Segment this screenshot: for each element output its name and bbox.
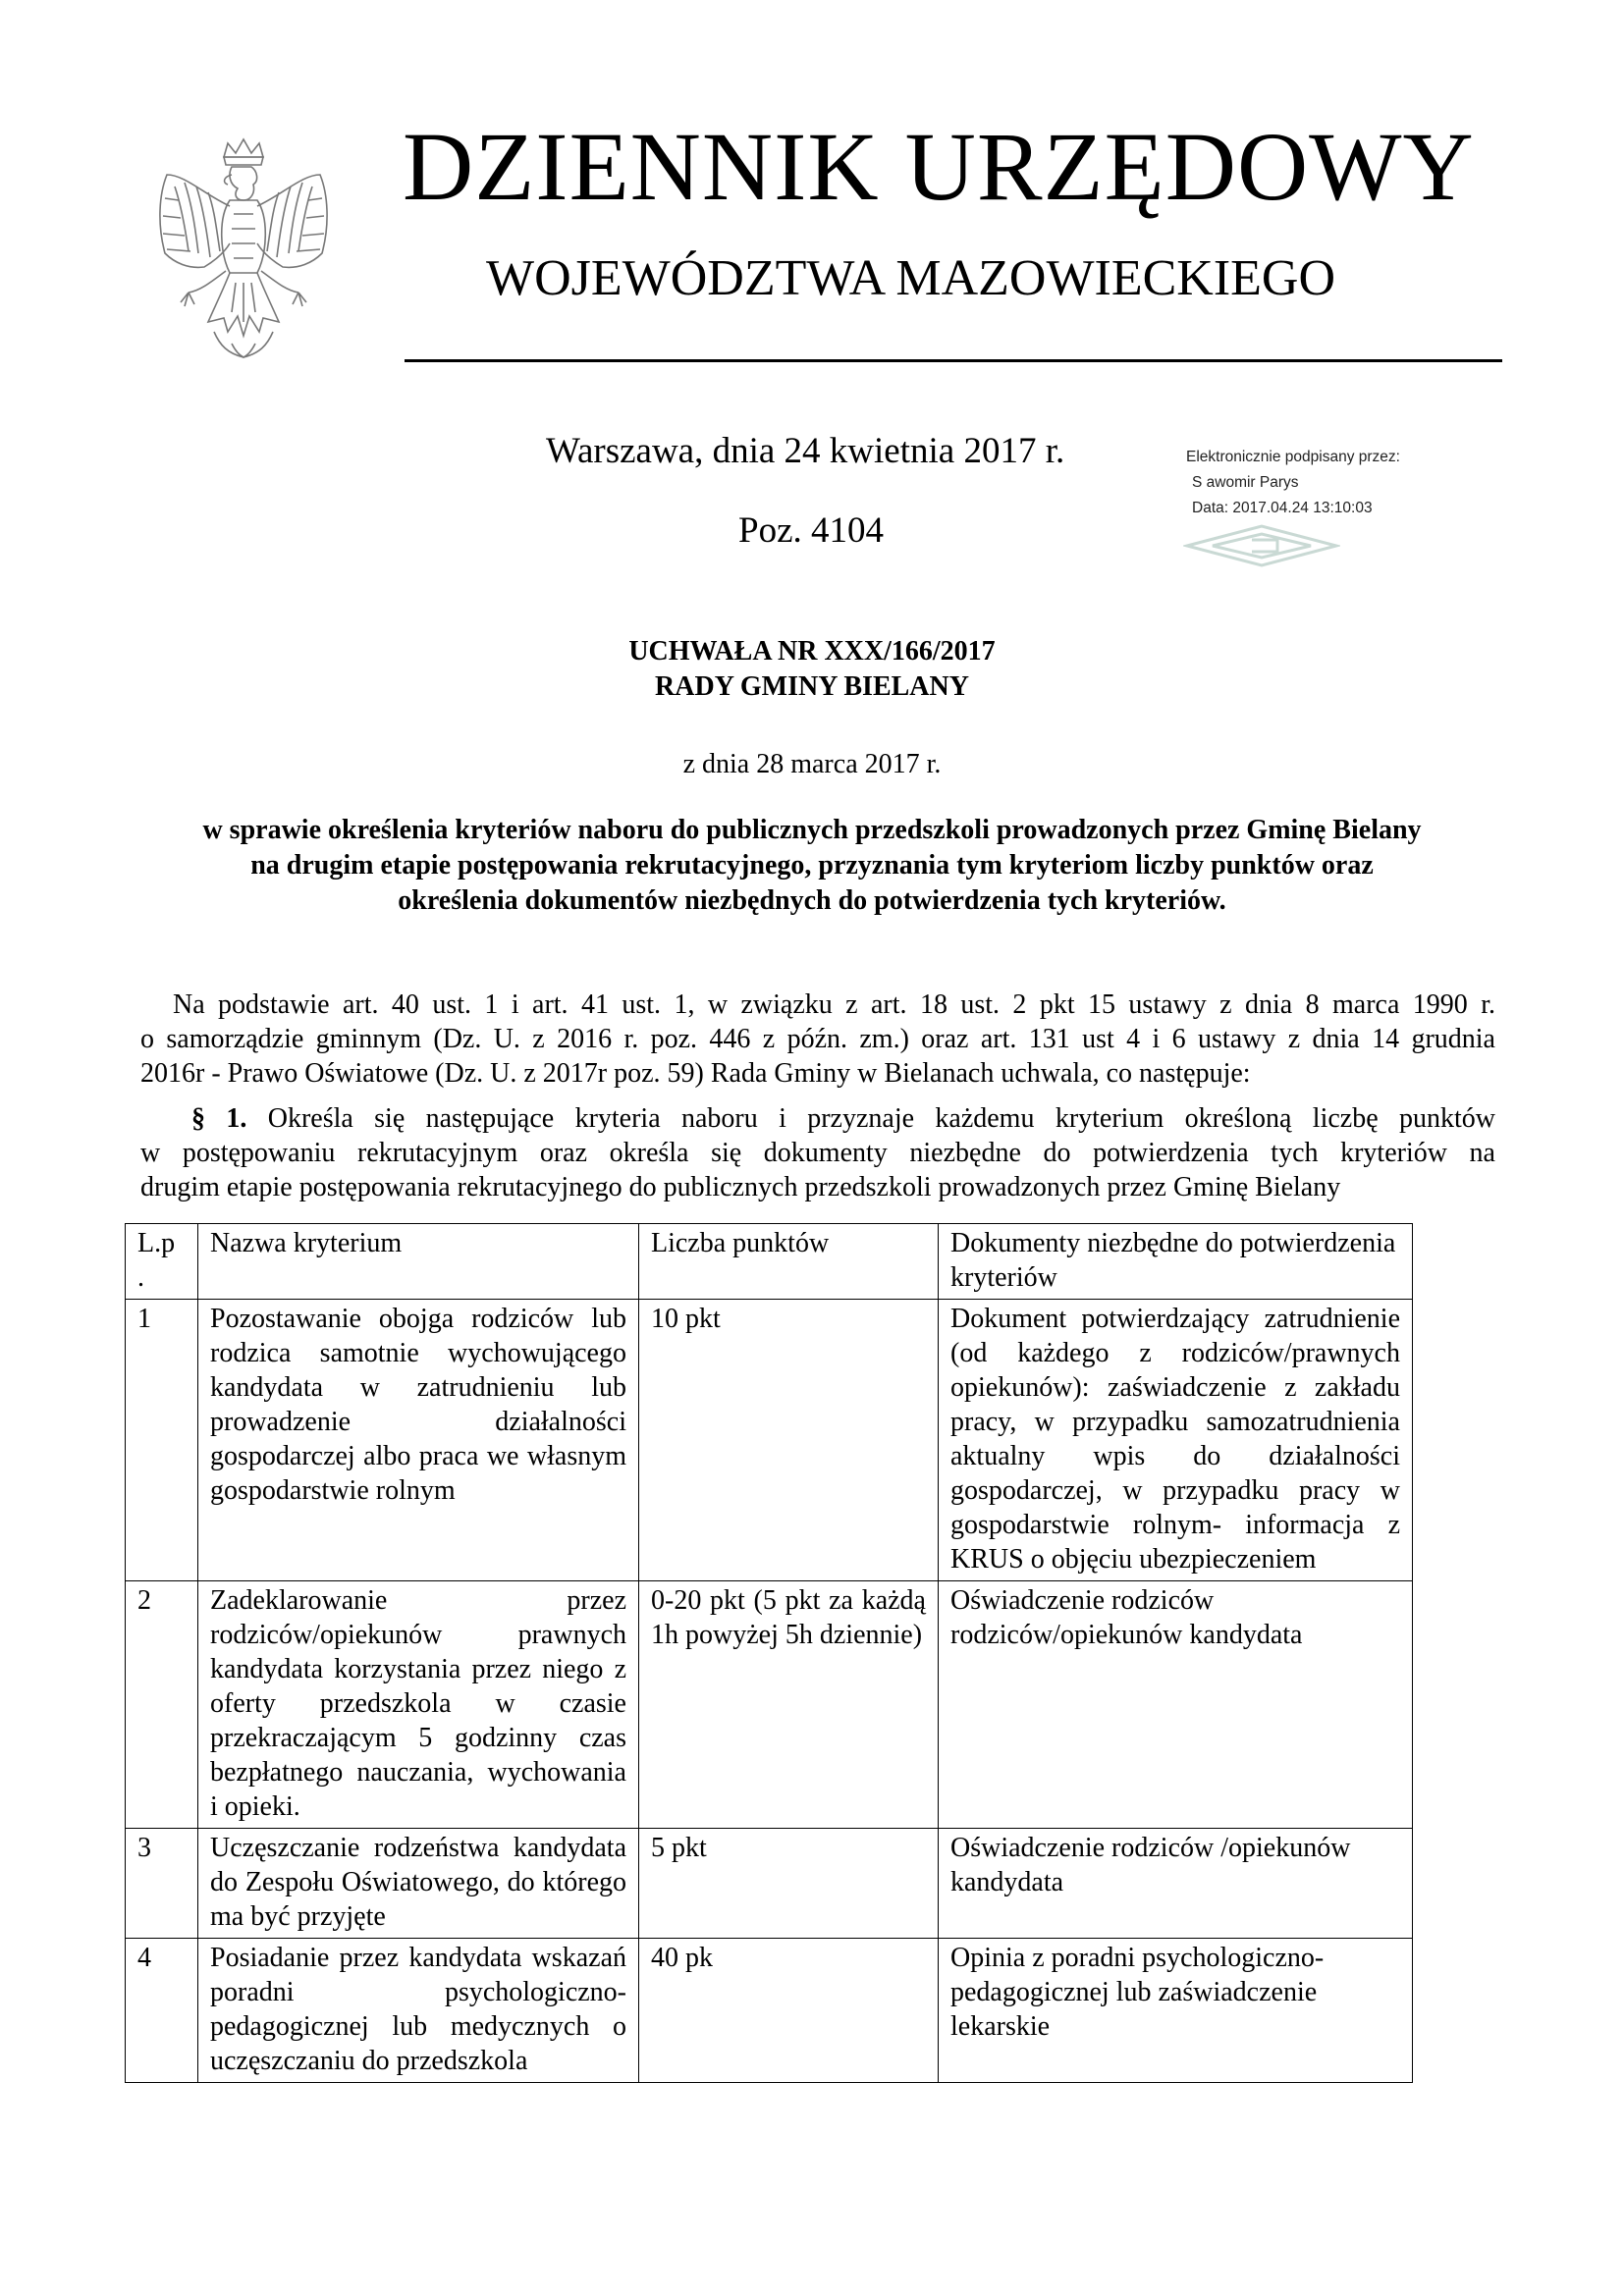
cell-documents: Dokument potwierdzający zatrudnienie (od każdego z rodziców/prawnych opiekunów): zaświadczenie z zakładu pracy, w przypadku samozatrudnienia aktualny wpis do działalności gospodarczej, w przypadku pracy w gospodarstwie rolnym- informacja z KRUS o objęciu ubezpieczeniem [939, 1300, 1413, 1581]
cell-points: 5 pkt [639, 1829, 939, 1939]
cell-lp: 3 [126, 1829, 198, 1939]
electronic-signature [1186, 445, 1481, 521]
council-name: RADY GMINY BIELANY [655, 671, 969, 702]
section-line: w postępowaniu rekrutacyjnym oraz określa się dokumenty niezbędne do potwierdzenia tych kryteriów na [140, 1138, 1495, 1168]
cell-lp: 2 [126, 1581, 198, 1829]
table-row [126, 1939, 1413, 2083]
subject-line: w sprawie określenia kryteriów naboru do publicznych przedszkoli prowadzonych przez Gminę Bielany [202, 815, 1422, 845]
cell-lp: 1 [126, 1300, 198, 1581]
cell-documents: Oświadczenie rodziców /opiekunów kandydata [939, 1829, 1413, 1939]
resolution-date: z dnia 28 marca 2017 r. [682, 749, 942, 779]
cell-criterion-name: Pozostawanie obojga rodziców lub rodzica samotnie wychowującego kandydata w zatrudnieniu lub prowadzenie działalności gospodarczej albo praca we własnym gospodarstwie rolnym [198, 1300, 639, 1581]
table-row [126, 1829, 1413, 1939]
cell-points: 0-20 pkt (5 pkt za każdą 1h powyżej 5h dziennie) [639, 1581, 939, 1829]
preamble-line: 2016r - Prawo Oświatowe (Dz. U. z 2017r poz. 59) Rada Gminy w Bielanach uchwala, co następuje: [140, 1058, 1251, 1089]
subject-line: określenia dokumentów niezbędnych do potwierdzenia tych kryteriów. [398, 885, 1226, 916]
header-documents: Dokumenty niezbędne do potwierdzenia kryteriów [939, 1224, 1413, 1300]
cell-documents: Opinia z poradni psychologiczno-pedagogicznej lub zaświadczenie lekarskie [939, 1939, 1413, 2083]
cell-points: 10 pkt [639, 1300, 939, 1581]
signature-line-date: Data: 2017.04.24 13:10:03 [1192, 500, 1373, 516]
preamble-line: Na podstawie art. 40 ust. 1 i art. 41 ust. 1, w związku z art. 18 ust. 2 pkt 15 ustawy z dnia 8 marca 1990 r. [173, 989, 1495, 1020]
position-number: Poz. 4104 [738, 510, 884, 551]
table-row [126, 1581, 1413, 1829]
resolution-subject [128, 813, 1496, 919]
signature-validity-icon [1183, 522, 1340, 569]
header-points: Liczba punktów [639, 1224, 939, 1300]
gazette-title: DZIENNIK URZĘDOWY [403, 112, 1475, 221]
table-header-row [126, 1224, 1413, 1300]
coat-of-arms-emblem [145, 135, 342, 371]
cell-lp: 4 [126, 1939, 198, 2083]
subject-line: na drugim etapie postępowania rekrutacyjnego, przyznania tym kryteriom liczby punktów oraz [250, 850, 1374, 881]
masthead-divider [405, 359, 1502, 362]
header-criterion-name: Nazwa kryterium [198, 1224, 639, 1300]
cell-documents: Oświadczenie rodziców rodziców/opiekunów kandydata [939, 1581, 1413, 1829]
preamble-line: o samorządzie gminnym (Dz. U. z 2016 r. poz. 446 z późn. zm.) oraz art. 131 ust 4 i 6 ustawy z dnia 14 grudnia [140, 1024, 1495, 1054]
cell-criterion-name: Zadeklarowanie przez rodziców/opiekunów prawnych kandydata korzystania przez niego z oferty przedszkola w czasie przekraczającym 5 godzinny czas bezpłatnego nauczania, wychowania i opieki. [198, 1581, 639, 1829]
cell-criterion-name: Posiadanie przez kandydata wskazań poradni psychologiczno-pedagogicznej lub medycznych o uczęszczaniu do przedszkola [198, 1939, 639, 2083]
resolution-title: UCHWAŁA NR XXX/166/2017 [628, 636, 996, 667]
cell-points: 40 pk [639, 1939, 939, 2083]
header-lp: L.p . [126, 1224, 198, 1300]
cell-criterion-name: Uczęszczanie rodzeństwa kandydata do Zespołu Oświatowego, do którego ma być przyjęte [198, 1829, 639, 1939]
table-row [126, 1300, 1413, 1581]
section-line: Określa się następujące kryteria naboru i przyznaje każdemu kryterium określoną liczbę punktów [267, 1103, 1496, 1134]
signature-line-signed-by: Elektronicznie podpisany przez: [1186, 449, 1400, 465]
signature-line-signer: S awomir Parys [1192, 474, 1299, 491]
section-label: § 1. [191, 1103, 247, 1134]
publication-date: Warszawa, dnia 24 kwietnia 2017 r. [546, 431, 1065, 471]
legal-basis-preamble [140, 988, 1495, 1091]
section-1 [140, 1101, 1495, 1204]
criteria-table [125, 1223, 1413, 2083]
section-line: drugim etapie postępowania rekrutacyjnego do publicznych przedszkoli prowadzonych przez Gminę Bielany [140, 1172, 1341, 1202]
gazette-subtitle: WOJEWÓDZTWA MAZOWIECKIEGO [486, 250, 1336, 306]
